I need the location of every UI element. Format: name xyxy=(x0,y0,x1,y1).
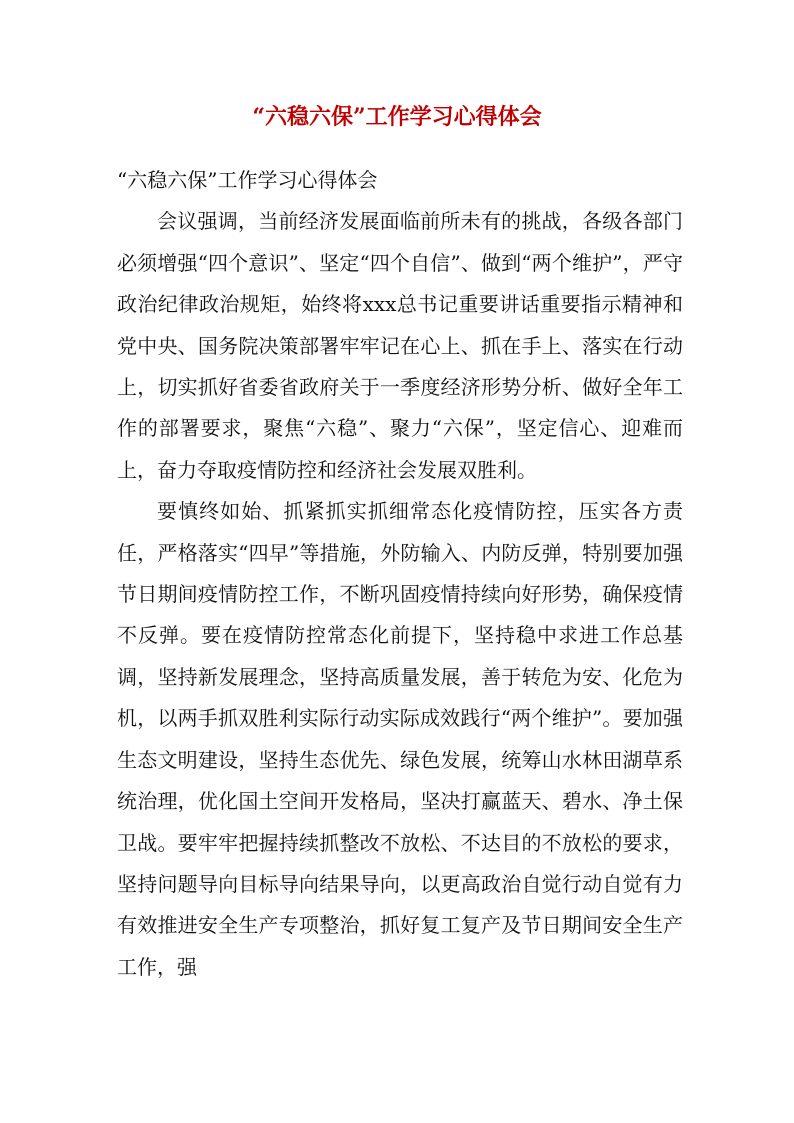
document-subtitle: “六稳六保”工作学习心得体会 xyxy=(117,168,378,192)
document-title: “六稳六保”工作学习心得体会 xyxy=(252,104,542,130)
paragraph: 要慎终如始、抓紧抓实抓细常态化疫情防控，压实各方责任，严格落实“四早”等措施，外防输入、内防反弹，特别要加强节日期间疫情防控工作，不断巩固疫情持续向好形势，确保疫情不反弹。要在疫情防控常态化前提下，坚持稳中求进工作总基调，坚持新发展理念，坚持高质量发展，善于转危为安、化危为机，以两手抓双胜利实际行动实际成效践行“两个维护”。要加强生态文明建设，坚持生态优先、绿色发展，统筹山水林田湖草系统治理，优化国土空间开发格局，坚决打赢蓝天、碧水、净土保卫战。要牢牢把握持续抓整改不放松、不达目的不放松的要求，坚持问题导向目标导向结果导向，以更高政治自觉行动自觉有力有效推进安全生产专项整治，抓好复工复产及节日期间安全生产工作，强 xyxy=(117,499,683,979)
document-body xyxy=(117,160,683,988)
paragraph: 会议强调，当前经济发展面临前所未有的挑战，各级各部门必须增强“四个意识”、坚定“四个自信”、做到“两个维护”，严守政治纪律政治规矩，始终将xxx总书记重要讲话重要指示精神和党中央、国务院决策部署牢牢记在心上、抓在手上、落实在行动上，切实抓好省委省政府关于一季度经济形势分析、做好全年工作的部署要求，聚焦“六稳”、聚力“六保”，坚定信心、迎难而上，奋力夺取疫情防控和经济社会发展双胜利。 xyxy=(117,209,683,482)
